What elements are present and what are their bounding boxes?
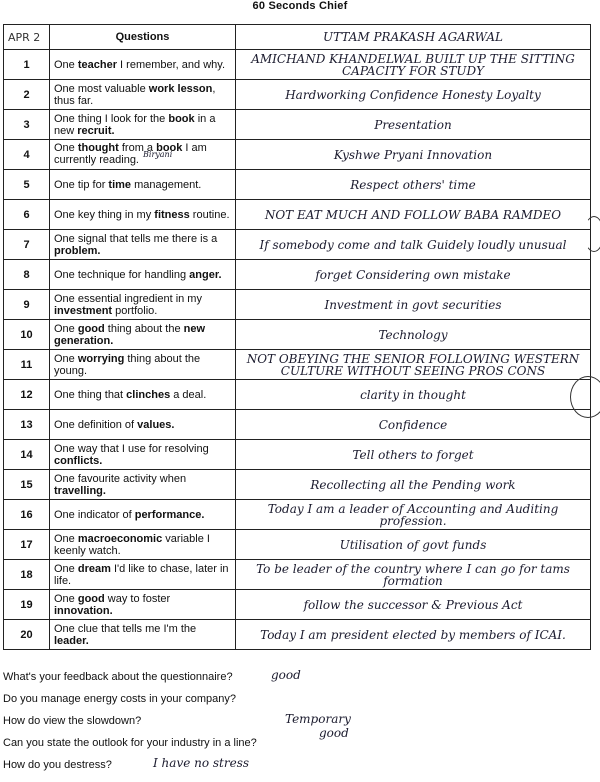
question-text: One key thing in my fitness routine. xyxy=(50,200,236,230)
footer-answer: good xyxy=(319,726,349,740)
question-number: 20 xyxy=(4,620,50,650)
handwritten-answer: Respect others' time xyxy=(236,170,591,200)
bold-keyword: work lesson xyxy=(148,82,213,95)
question-number: 10 xyxy=(4,320,50,350)
handwritten-answer: If somebody come and talk Guidely loudly unusual xyxy=(236,230,591,260)
handwritten-answer: forget Considering own mistake xyxy=(236,260,591,290)
bold-keyword: dream xyxy=(77,562,111,575)
question-row xyxy=(4,110,591,140)
respondent-name: UTTAM PRAKASH AGARWAL xyxy=(236,25,591,50)
question-number: 12 xyxy=(4,380,50,410)
page-title: 60 Seconds Chief xyxy=(252,0,348,12)
questionnaire-table xyxy=(3,24,591,650)
question-text: One macroeconomic variable I keenly watch. xyxy=(50,530,236,560)
bold-keyword: anger. xyxy=(189,268,222,281)
handwritten-answer: Confidence xyxy=(236,410,591,440)
footer-answer: good xyxy=(271,668,301,682)
handwritten-answer: follow the successor & Previous Act xyxy=(236,590,591,620)
question-row xyxy=(4,410,591,440)
handwritten-answer: Kyshwe Pryani Innovation xyxy=(236,140,591,170)
margin-bracket-mark xyxy=(584,216,600,252)
bold-keyword: book xyxy=(156,142,183,154)
question-number: 19 xyxy=(4,590,50,620)
bold-keyword: fitness xyxy=(154,208,190,221)
handwritten-answer: Utilisation of govt funds xyxy=(236,530,591,560)
handwritten-answer: Technology xyxy=(236,320,591,350)
bold-keyword: new generation. xyxy=(54,322,206,347)
question-row xyxy=(4,50,591,80)
question-rows xyxy=(4,50,591,650)
question-row xyxy=(4,80,591,110)
question-text: One tip for time management. xyxy=(50,170,236,200)
question-number: 5 xyxy=(4,170,50,200)
bold-keyword: investment xyxy=(54,304,113,317)
question-number: 11 xyxy=(4,350,50,380)
footer-questions xyxy=(3,666,593,776)
question-row xyxy=(4,590,591,620)
bold-keyword: conflicts. xyxy=(54,454,103,467)
question-text: One worrying thing about the young. xyxy=(50,350,236,380)
question-row xyxy=(4,200,591,230)
handwritten-answer: Hardworking Confidence Honesty Loyalty xyxy=(236,80,591,110)
margin-circle-mark xyxy=(570,376,600,418)
bold-keyword: problem. xyxy=(54,244,101,257)
footer-answer: Temporary xyxy=(285,712,351,726)
handwritten-answer: Investment in govt securities xyxy=(236,290,591,320)
footer-question: How do view the slowdown? xyxy=(3,715,142,727)
question-row xyxy=(4,290,591,320)
footer-line xyxy=(3,726,593,754)
question-text: One thing I look for the book in a new recruit. xyxy=(50,110,236,140)
question-row xyxy=(4,230,591,260)
question-number: 1 xyxy=(4,50,50,80)
footer-line xyxy=(3,688,593,710)
question-row xyxy=(4,560,591,590)
bold-keyword: good xyxy=(77,322,105,335)
bold-keyword: performance. xyxy=(134,508,205,521)
footer-question: How do you destress? xyxy=(3,759,112,771)
question-text: One thought from a book I am currently reading. $^{Biryani}$ xyxy=(50,140,236,170)
handwritten-answer: Recollecting all the Pending work xyxy=(236,470,591,500)
question-text: One most valuable work lesson, thus far. xyxy=(50,80,236,110)
bold-keyword: good xyxy=(77,592,105,605)
bold-keyword: values. xyxy=(137,418,175,431)
question-number: 17 xyxy=(4,530,50,560)
question-row xyxy=(4,500,591,530)
question-text: One essential ingredient in my investment portfolio. xyxy=(50,290,236,320)
footer-line xyxy=(3,754,593,776)
footer-line xyxy=(3,666,593,688)
question-row xyxy=(4,170,591,200)
question-row xyxy=(4,620,591,650)
bold-keyword: book xyxy=(168,112,195,125)
question-text: One way that I use for resolving conflicts. xyxy=(50,440,236,470)
footer-answer: I have no stress xyxy=(153,756,250,770)
handwritten-answer: Tell others to forget xyxy=(236,440,591,470)
question-number: 18 xyxy=(4,560,50,590)
question-number: 15 xyxy=(4,470,50,500)
date-cell: APR 2 xyxy=(4,25,50,50)
question-number: 3 xyxy=(4,110,50,140)
handwritten-answer: NOT OBEYING THE SENIOR FOLLOWING WESTERN CULTURE WITHOUT SEEING PROS CONS xyxy=(236,350,591,380)
question-text: One good way to foster innovation. xyxy=(50,590,236,620)
handwritten-answer: Today I am a leader of Accounting and Auditing profession. xyxy=(236,500,591,530)
question-text: One signal that tells me there is a problem. xyxy=(50,230,236,260)
handwritten-answer: To be leader of the country where I can go for tams formation xyxy=(236,560,591,590)
question-number: 16 xyxy=(4,500,50,530)
question-number: 6 xyxy=(4,200,50,230)
question-number: 13 xyxy=(4,410,50,440)
handwritten-answer: AMICHAND KHANDELWAL BUILT UP THE SITTING CAPACITY FOR STUDY xyxy=(236,50,591,80)
question-row xyxy=(4,260,591,290)
handwritten-answer: clarity in thought xyxy=(236,380,591,410)
footer-question: What's your feedback about the questionnaire? xyxy=(3,671,233,683)
question-text: One technique for handling anger. xyxy=(50,260,236,290)
footer-question: Can you state the outlook for your industry in a line? xyxy=(3,737,257,749)
footer-question: Do you manage energy costs in your company? xyxy=(3,693,236,705)
question-text: One teacher I remember, and why. xyxy=(50,50,236,80)
bold-keyword: macroeconomic xyxy=(77,532,163,545)
question-row xyxy=(4,440,591,470)
bold-keyword: innovation. xyxy=(54,604,113,617)
bold-keyword: worrying xyxy=(77,352,125,365)
handwritten-note: Biryani xyxy=(143,150,173,159)
question-text: One good thing about the new generation. xyxy=(50,320,236,350)
bold-keyword: travelling. xyxy=(54,484,106,497)
question-row xyxy=(4,350,591,380)
question-number: 2 xyxy=(4,80,50,110)
bold-keyword: thought xyxy=(77,142,119,154)
handwritten-answer: Today I am president elected by members of ICAI. xyxy=(236,620,591,650)
bold-keyword: clinches xyxy=(126,388,171,401)
question-text: One indicator of performance. xyxy=(50,500,236,530)
question-number: 4 xyxy=(4,140,50,170)
question-row xyxy=(4,530,591,560)
question-row xyxy=(4,320,591,350)
question-row xyxy=(4,470,591,500)
question-text: One favourite activity when travelling. xyxy=(50,470,236,500)
header-row xyxy=(4,25,591,50)
question-number: 8 xyxy=(4,260,50,290)
question-row xyxy=(4,140,591,170)
question-text: One definition of values. xyxy=(50,410,236,440)
questions-header: Questions xyxy=(50,25,236,50)
question-number: 14 xyxy=(4,440,50,470)
question-text: One dream I'd like to chase, later in life. xyxy=(50,560,236,590)
question-text: One clue that tells me I'm the leader. xyxy=(50,620,236,650)
bold-keyword: recruit. xyxy=(77,124,115,137)
bold-keyword: leader. xyxy=(54,634,89,647)
handwritten-answer: Presentation xyxy=(236,110,591,140)
question-number: 7 xyxy=(4,230,50,260)
handwritten-answer: NOT EAT MUCH AND FOLLOW BABA RAMDEO xyxy=(236,200,591,230)
question-text: One thing that clinches a deal. xyxy=(50,380,236,410)
bold-keyword: teacher xyxy=(77,58,117,71)
bold-keyword: time xyxy=(108,178,132,191)
footer-line xyxy=(3,710,593,732)
question-row xyxy=(4,380,591,410)
question-number: 9 xyxy=(4,290,50,320)
